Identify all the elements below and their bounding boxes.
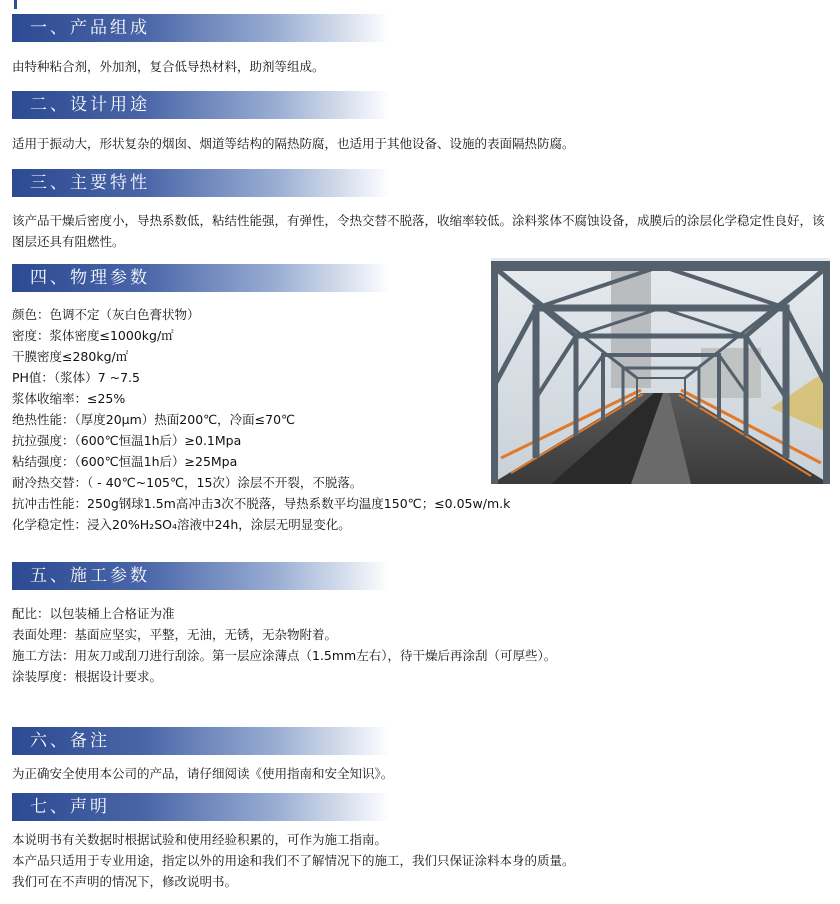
list-item: 抗拉强度：（600℃恒温1h后）≥0.1Mpa xyxy=(12,433,242,448)
list-item: 我们可在不声明的情况下，修改说明书。 xyxy=(12,874,238,889)
section-title: 二、设计用途 xyxy=(30,95,150,115)
list-item: 密度：浆体密度≤1000kg/㎡ xyxy=(12,328,174,343)
construction-params-list xyxy=(12,603,556,687)
composition-text: 由特种粘合剂，外加剂，复合低导热材料，助剂等组成。 xyxy=(12,59,325,74)
section-header-construction-params xyxy=(12,562,390,590)
list-item: PH值：（浆体）7 ~7.5 xyxy=(12,370,140,385)
list-item: 配比：以包装桶上合格证为准 xyxy=(12,606,175,621)
features-text: 该产品干燥后密度小，导热系数低，粘结性能强，有弹性，令热交替不脱落，收缩率较低。涂料浆体不腐蚀设备，成膜后的涂层化学稳定性良好，该图层还具有阻燃性。 xyxy=(12,213,825,249)
list-item: 粘结强度：（600℃恒温1h后）≥25Mpa xyxy=(12,454,238,469)
list-item: 施工方法：用灰刀或刮刀进行刮涂。第一层应涂薄点（1.5mm左右），待干燥后再涂刮（可厚些）。 xyxy=(12,648,557,663)
section-title: 一、产品组成 xyxy=(30,18,150,38)
list-item: 涂装厚度：根据设计要求。 xyxy=(12,669,163,684)
section-title: 五、施工参数 xyxy=(30,566,150,586)
section-title: 四、物理参数 xyxy=(30,268,150,288)
notes-text: 为正确安全使用本公司的产品，请仔细阅读《使用指南和安全知识》。 xyxy=(12,766,394,781)
section-header-composition xyxy=(12,14,390,42)
physical-params-list xyxy=(12,304,510,535)
steel-gallery-photo xyxy=(491,258,830,484)
list-item: 耐冷热交替：（ - 40℃~105℃，15次）涂层不开裂，不脱落。 xyxy=(12,475,363,490)
list-item: 颜色：色调不定（灰白色膏状物） xyxy=(12,307,200,322)
section-title: 三、主要特性 xyxy=(30,173,150,193)
section-title: 七、声明 xyxy=(30,797,110,817)
section-header-statement xyxy=(12,793,390,821)
section-title: 六、备注 xyxy=(30,731,110,751)
list-item: 表面处理：基面应坚实，平整，无油，无锈，无杂物附着。 xyxy=(12,627,338,642)
list-item: 抗冲击性能：250g钢球1.5m高冲击3次不脱落，导热系数平均温度150℃；≤0.05w/m.k xyxy=(12,496,511,511)
list-item: 化学稳定性：浸入20%H₂SO₄溶液中24h，涂层无明显变化。 xyxy=(12,517,351,532)
section-header-usage xyxy=(12,91,390,119)
statement-list xyxy=(12,829,575,892)
section-header-physical-params xyxy=(12,264,390,292)
list-item: 本产品只适用于专业用途，指定以外的用途和我们不了解情况下的施工，我们只保证涂料本身的质量。 xyxy=(12,853,575,868)
list-item: 本说明书有关数据时根据试验和使用经验积累的，可作为施工指南。 xyxy=(12,832,388,847)
top-accent-mark xyxy=(14,0,17,9)
section-header-features xyxy=(12,169,390,197)
list-item: 浆体收缩率：≤25% xyxy=(12,391,126,406)
usage-text: 适用于振动大，形状复杂的烟囱、烟道等结构的隔热防腐，也适用于其他设备、设施的表面隔热防腐。 xyxy=(12,136,575,151)
list-item: 干膜密度≤280kg/㎡ xyxy=(12,349,129,364)
list-item: 绝热性能：（厚度20μm）热面200℃，冷面≤70℃ xyxy=(12,412,296,427)
section-header-notes xyxy=(12,727,390,755)
